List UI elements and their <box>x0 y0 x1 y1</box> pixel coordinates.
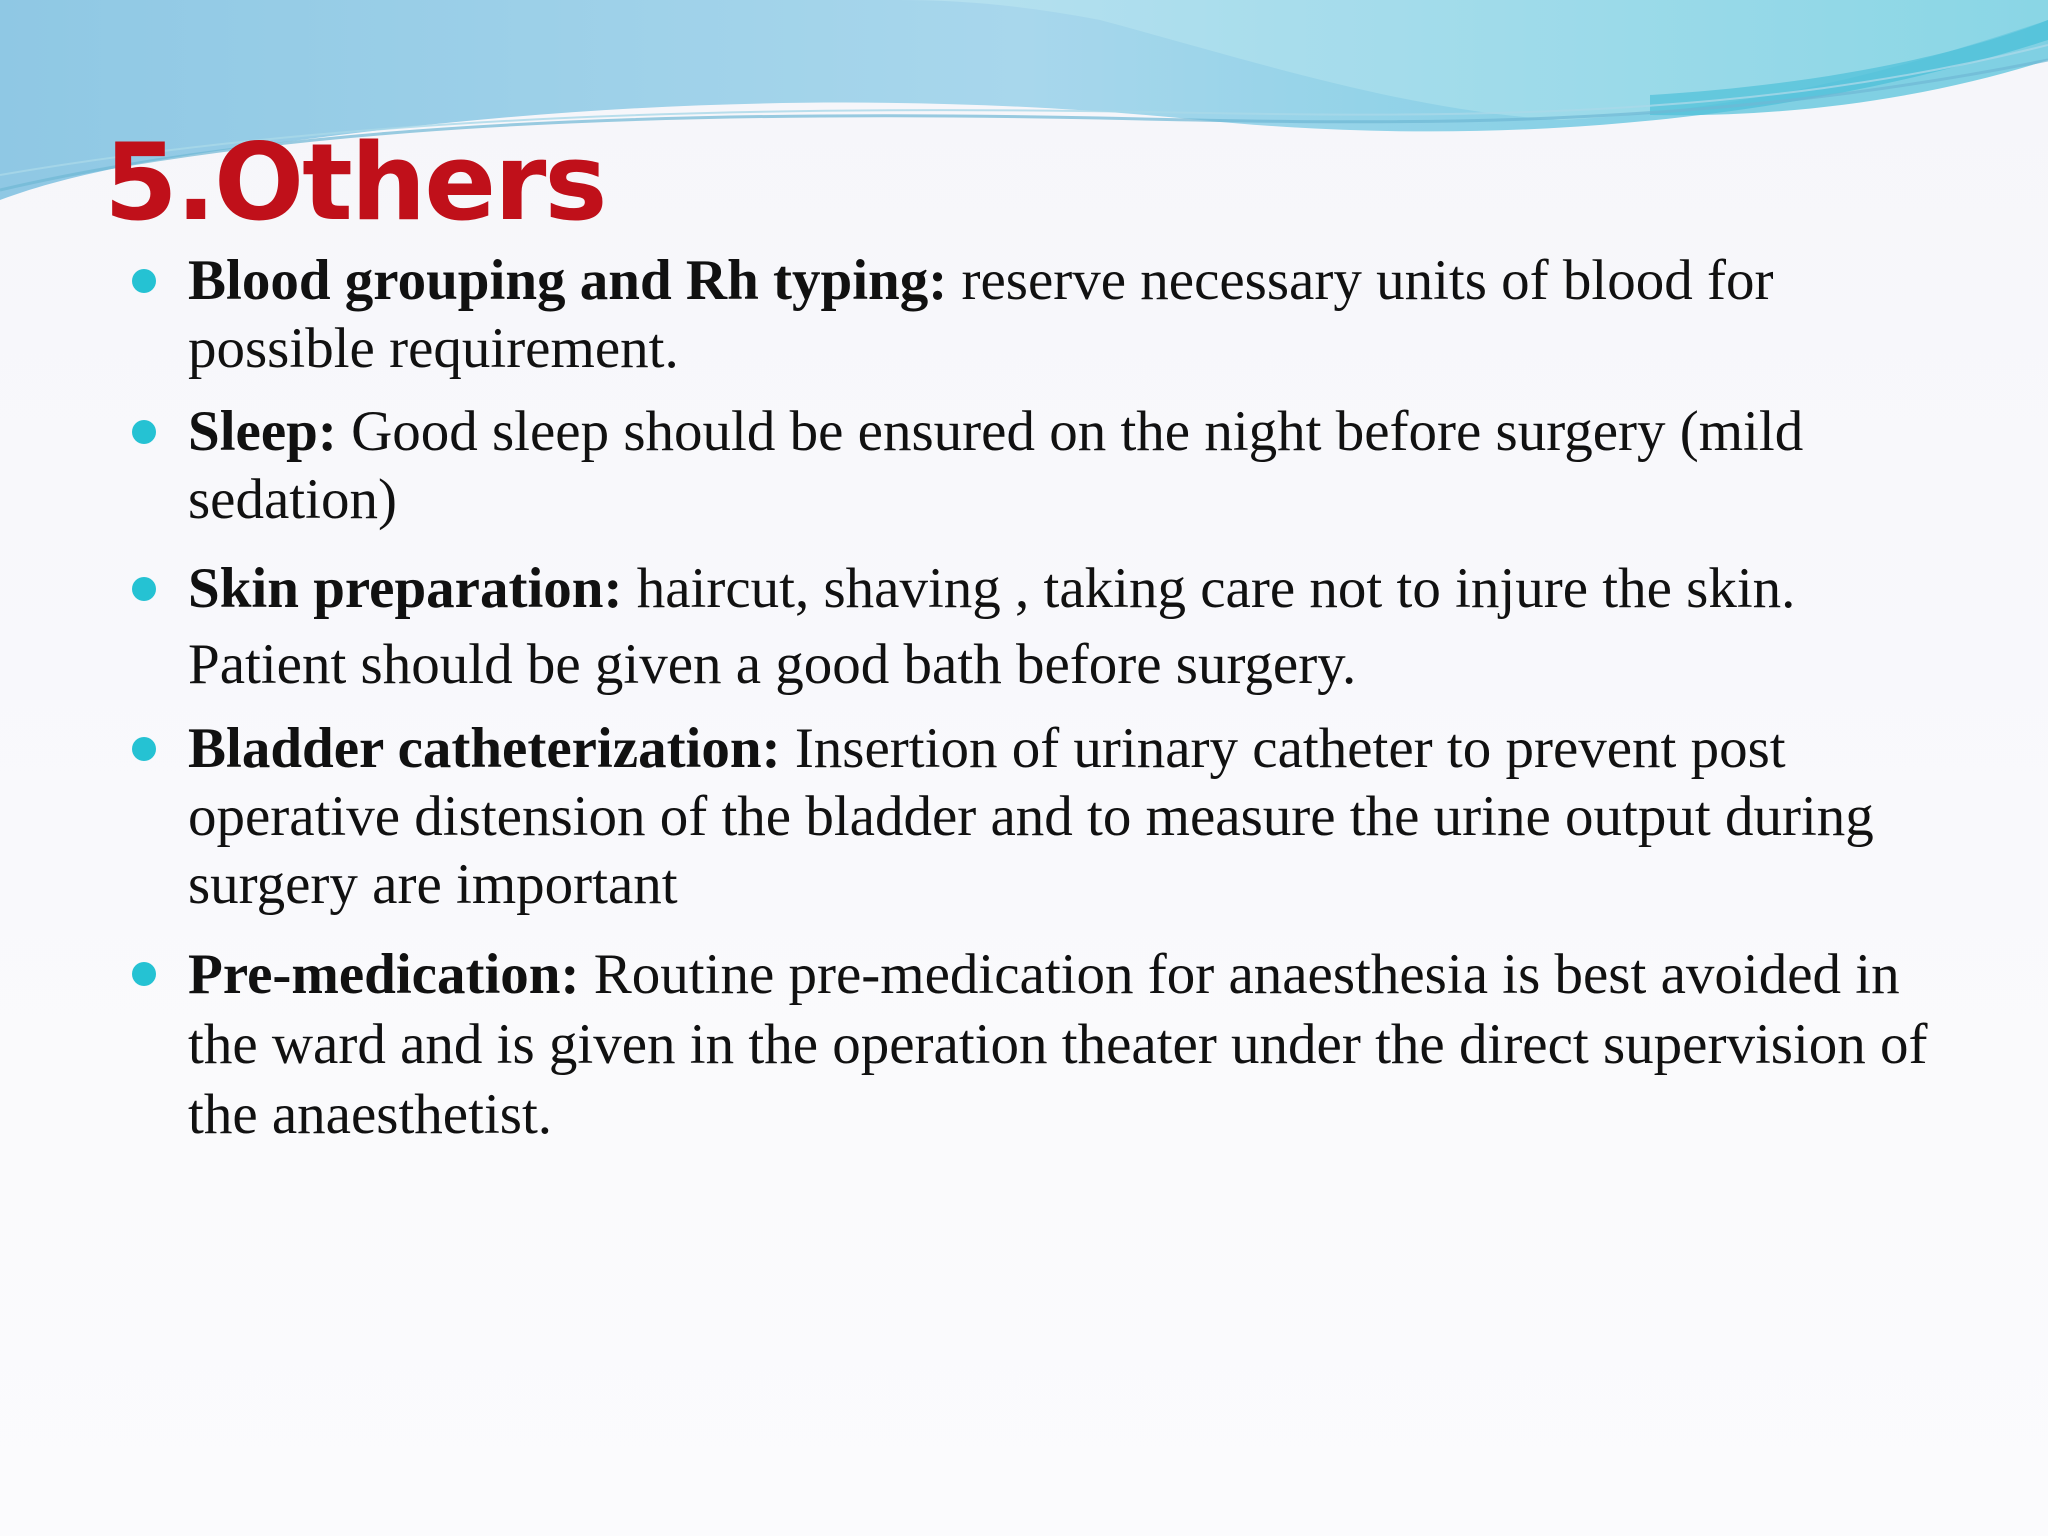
bullet-text: Insertion of urinary catheter to prevent post operative distension of the bladder and to measure the urine output during surgery are important <box>188 717 1874 916</box>
slide-title: 5.Others <box>104 121 606 244</box>
bullet-item-bladder-catheterization <box>188 715 1948 919</box>
bullet-dot-icon <box>132 737 156 761</box>
bullet-item-sleep <box>188 398 1948 534</box>
bullet-dot-icon <box>132 962 156 986</box>
bullet-item-blood-grouping <box>188 247 1948 383</box>
bullet-item-pre-medication <box>188 940 1948 1150</box>
bullet-text: Routine pre-medication for anaesthesia is best avoided in the ward and is given in the operation theater under the direct supervision of the anaesthetist. <box>188 943 1928 1146</box>
bullet-term: Sleep: <box>188 400 337 463</box>
bullet-term: Bladder catheterization: <box>188 717 781 780</box>
bullet-text: Good sleep should be ensured on the night before surgery (mild sedation) <box>188 400 1804 531</box>
bullet-term: Skin preparation: <box>188 557 623 620</box>
bullet-text: haircut, shaving , taking care not to injure the skin. Patient should be given a good bath before surgery. <box>188 557 1796 696</box>
bullet-text: reserve necessary units of blood for possible requirement. <box>188 249 1774 380</box>
bullet-dot-icon <box>132 269 156 293</box>
bullet-item-skin-preparation <box>188 551 1948 703</box>
bullet-term: Blood grouping and Rh typing: <box>188 249 948 312</box>
bullet-dot-icon <box>132 420 156 444</box>
bullet-term: Pre-medication: <box>188 943 580 1006</box>
bullet-dot-icon <box>132 577 156 601</box>
